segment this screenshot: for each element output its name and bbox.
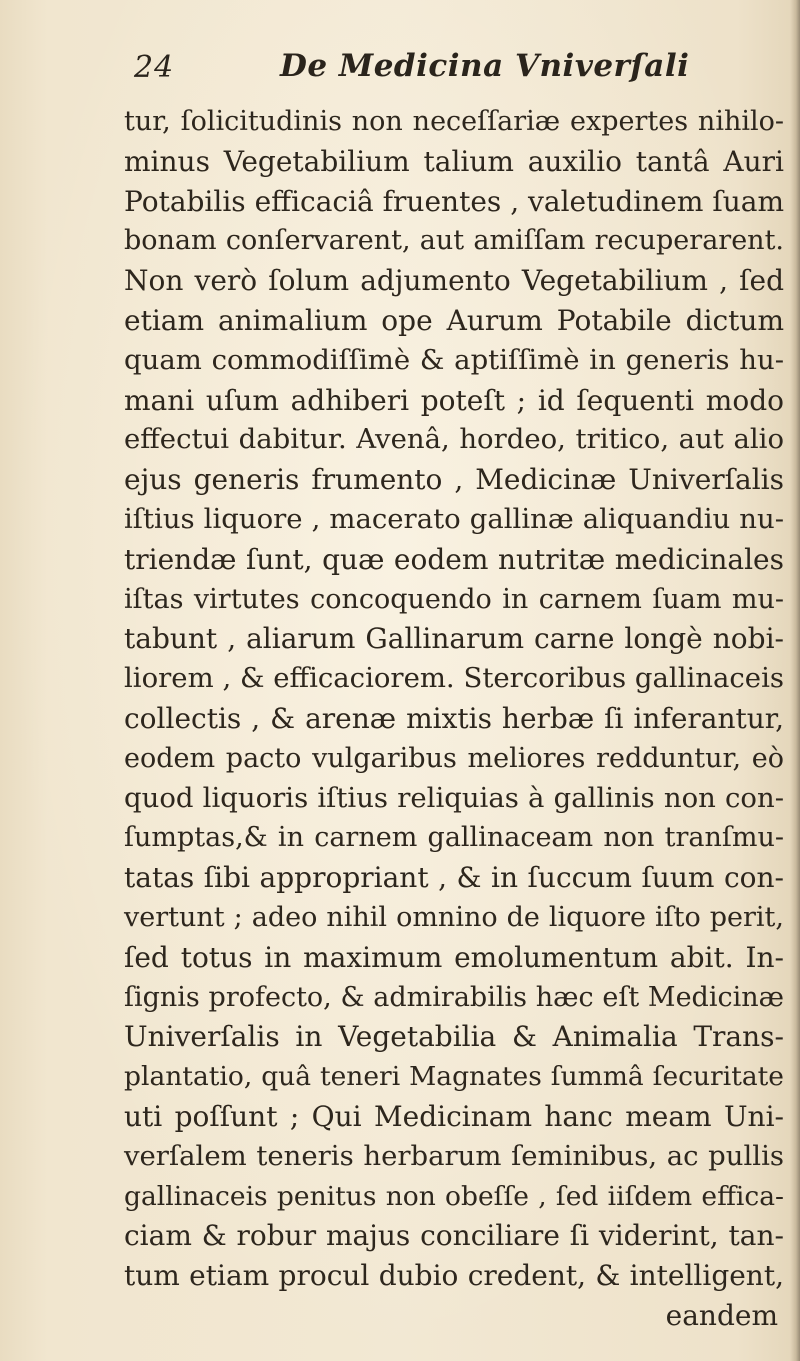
catchword: eandem [665, 1298, 778, 1332]
text-line: tabunt , aliarum Gallinarum carne longè nobi- [124, 622, 784, 656]
text-line: uti poſſunt ; Qui Medicinam hanc meam Uni- [124, 1099, 784, 1133]
text-line: ciam & robur majus conciliare ſi viderint, tan- [124, 1219, 784, 1253]
text-line: ejus generis frumento , Medicinæ Univerſalis [124, 463, 784, 497]
text-line: Univerſalis in Vegetabilia & Animalia Trans- [124, 1020, 784, 1054]
text-line: iſtas virtutes concoquendo in carnem ſuam mu- [124, 583, 784, 615]
text-line: collectis , & arenæ mixtis herbæ ſi inferantur, [124, 701, 784, 735]
text-line: quod liquoris iſtius reliquias à gallinis non con- [124, 781, 784, 814]
text-line: etiam animalium ope Aurum Potabile dictum [124, 303, 784, 337]
text-line: quam commodiſſimè & aptiſſimè in generis hu- [124, 343, 784, 376]
text-line: tum etiam procul dubio credent, & intelligent, [124, 1259, 784, 1293]
page-number: 24 [134, 50, 175, 85]
text-line: eodem pacto vulgaribus meliores redduntur, eò [124, 742, 784, 774]
text-line: ſumptas,& in carnem gallinaceam non tranſmu- [124, 822, 784, 854]
page-edge-shadow [790, 0, 800, 1361]
text-line: iſtius liquore , macerato gallinæ aliquandiu nu- [124, 502, 784, 535]
page-header [134, 44, 694, 94]
text-line: effectui dabitur. Avenâ, hordeo, tritico, aut alio [124, 423, 784, 456]
text-line: Potabilis efficaciâ fruentes , valetudinem ſuam [124, 184, 784, 218]
text-line: verſalem teneris herbarum ſeminibus, ac pullis [124, 1139, 784, 1172]
text-line: plantatio, quâ teneri Magnates ſummâ ſecuritate [124, 1061, 784, 1093]
text-line: tur, ſolicitudinis non neceſſariæ expertes nihilo- [124, 106, 784, 137]
text-line: liorem , & efficaciorem. Stercoribus gallinaceis [124, 662, 784, 695]
text-line: triendæ ſunt, quæ eodem nutritæ medicinales [124, 542, 784, 576]
text-line: ſed totus in maximum emolumentum abit. In- [124, 940, 784, 974]
text-line: ſignis profecto, & admirabilis hæc eſt Medicinæ [124, 981, 784, 1013]
text-line: gallinaceis penitus non obeſſe , ſed iiſdem effica- [124, 1180, 784, 1212]
text-line: bonam conſervarent, aut amiſſam recuperarent. [124, 225, 784, 257]
text-line: minus Vegetabilium talium auxilio tantâ Auri [124, 144, 784, 178]
text-line: vertunt ; adeo nihil omnino de liquore iſto perit, [124, 901, 784, 933]
text-line: tatas ſibi appropriant , & in ſuccum ſuum con- [124, 861, 784, 895]
body-text [124, 102, 784, 1336]
text-line: mani uſum adhiberi poteſt ; id ſequenti modo [124, 383, 784, 417]
text-line: Non verò ſolum adjumento Vegetabilium , ſed [124, 264, 784, 298]
running-title: De Medicina Vniverſali [280, 48, 690, 84]
